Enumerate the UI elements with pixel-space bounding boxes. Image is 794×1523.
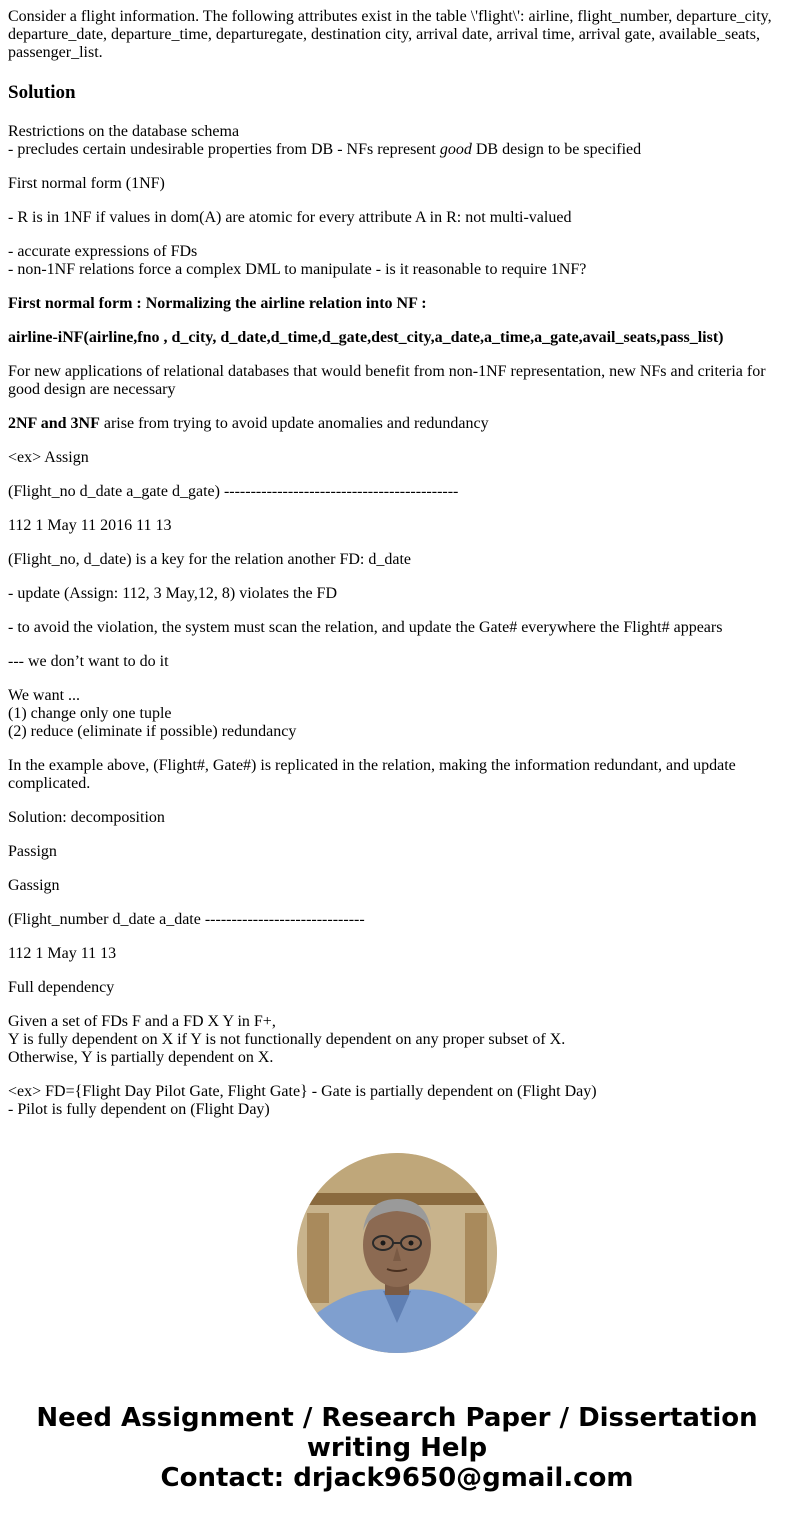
document-body xyxy=(8,8,786,1135)
paragraph-key-note: (Flight_no, d_date) is a key for the relation another FD: d_date xyxy=(8,551,412,568)
paragraph-fd-notes xyxy=(8,243,786,279)
paragraph-assign-header: (Flight_no d_date a_gate d_gate) -------------------------------------------- xyxy=(8,483,459,500)
2nf-3nf-label: 2NF and 3NF xyxy=(8,415,100,432)
2nf-3nf-text: arise from trying to avoid update anomalies and redundancy xyxy=(99,415,489,432)
fd-notes-line-2: - non-1NF relations force a complex DML to manipulate - is it reasonable to require 1NF? xyxy=(8,261,587,278)
author-avatar xyxy=(297,1153,497,1353)
solution-heading: Solution xyxy=(8,82,76,103)
restrictions-line-1: Restrictions on the database schema xyxy=(8,123,240,140)
paragraph-gassign-header: (Flight_number d_date a_date ------------------------------ xyxy=(8,911,365,928)
promo-line-2: writing Help xyxy=(306,1433,488,1463)
paragraph-passign: Passign xyxy=(8,843,57,860)
author-portrait xyxy=(297,1153,497,1353)
fd-notes-line-1: - accurate expressions of FDs xyxy=(8,243,198,260)
paragraph-1nf-definition: - R is in 1NF if values in dom(A) are atomic for every attribute A in R: not multi-valued xyxy=(8,209,572,226)
restrictions-emphasis: good xyxy=(439,141,472,158)
paragraph-airline-relation: airline-iNF(airline,fno , d_city, d_date,d_time,d_gate,dest_city,a_date,a_time,a_gate,avail_seats,pass_list) xyxy=(8,329,724,346)
question-text: Consider a flight information. The following attributes exist in the table \'flight\': airline, flight_number, departure_city, departure_date, departure_time, departuregate, destination city, arrival date, arrival time, arrival gate, available_seats, passenger_list. xyxy=(8,8,772,61)
fd-example-line-2: - Pilot is fully dependent on (Flight Day) xyxy=(8,1101,270,1118)
restrictions-line-2-start: - precludes certain undesirable properties from DB - NFs represent xyxy=(8,141,440,158)
promo-banner xyxy=(0,1403,794,1493)
paragraph-example-assign: <ex> Assign xyxy=(8,449,89,466)
we-want-line-1: We want ... xyxy=(8,687,81,704)
paragraph-restrictions xyxy=(8,123,786,159)
definition-line-3: Otherwise, Y is partially dependent on X. xyxy=(8,1049,274,1066)
paragraph-fd-example xyxy=(8,1083,786,1119)
promo-line-1: Need Assignment / Research Paper / Dissertation xyxy=(36,1403,758,1433)
definition-line-2: Y is fully dependent on X if Y is not functionally dependent on any proper subset of X. xyxy=(8,1031,566,1048)
paragraph-we-want xyxy=(8,687,786,741)
paragraph-redundancy-example: In the example above, (Flight#, Gate#) is replicated in the relation, making the information redundant, and update complicated. xyxy=(8,757,736,792)
paragraph-full-dependency: Full dependency xyxy=(8,979,115,996)
paragraph-full-dependency-definition xyxy=(8,1013,786,1067)
paragraph-2nf-3nf xyxy=(8,415,786,433)
paragraph-dont-want: --- we don’t want to do it xyxy=(8,653,169,670)
we-want-line-3: (2) reduce (eliminate if possible) redundancy xyxy=(8,723,297,740)
paragraph-1nf-title: First normal form (1NF) xyxy=(8,175,165,192)
paragraph-normalizing-heading: First normal form : Normalizing the airline relation into NF : xyxy=(8,295,427,312)
definition-line-1: Given a set of FDs F and a FD X Y in F+, xyxy=(8,1013,276,1030)
paragraph-update-violation: - update (Assign: 112, 3 May,12, 8) violates the FD xyxy=(8,585,337,602)
paragraph-gassign-row: 112 1 May 11 13 xyxy=(8,945,117,962)
paragraph-assign-row: 112 1 May 11 2016 11 13 xyxy=(8,517,172,534)
restrictions-line-2-end: DB design to be specified xyxy=(471,141,642,158)
paragraph-decomposition: Solution: decomposition xyxy=(8,809,165,826)
we-want-line-2: (1) change only one tuple xyxy=(8,705,172,722)
paragraph-avoid-violation: - to avoid the violation, the system must scan the relation, and update the Gate# everywhere the Flight# appears xyxy=(8,619,723,636)
promo-contact: Contact: drjack9650@gmail.com xyxy=(160,1463,634,1493)
paragraph-gassign: Gassign xyxy=(8,877,60,894)
fd-example-line-1: <ex> FD={Flight Day Pilot Gate, Flight Gate} - Gate is partially dependent on (Flight Day) xyxy=(8,1083,597,1100)
paragraph-new-applications: For new applications of relational databases that would benefit from non-1NF representation, new NFs and criteria for good design are necessary xyxy=(8,363,766,398)
